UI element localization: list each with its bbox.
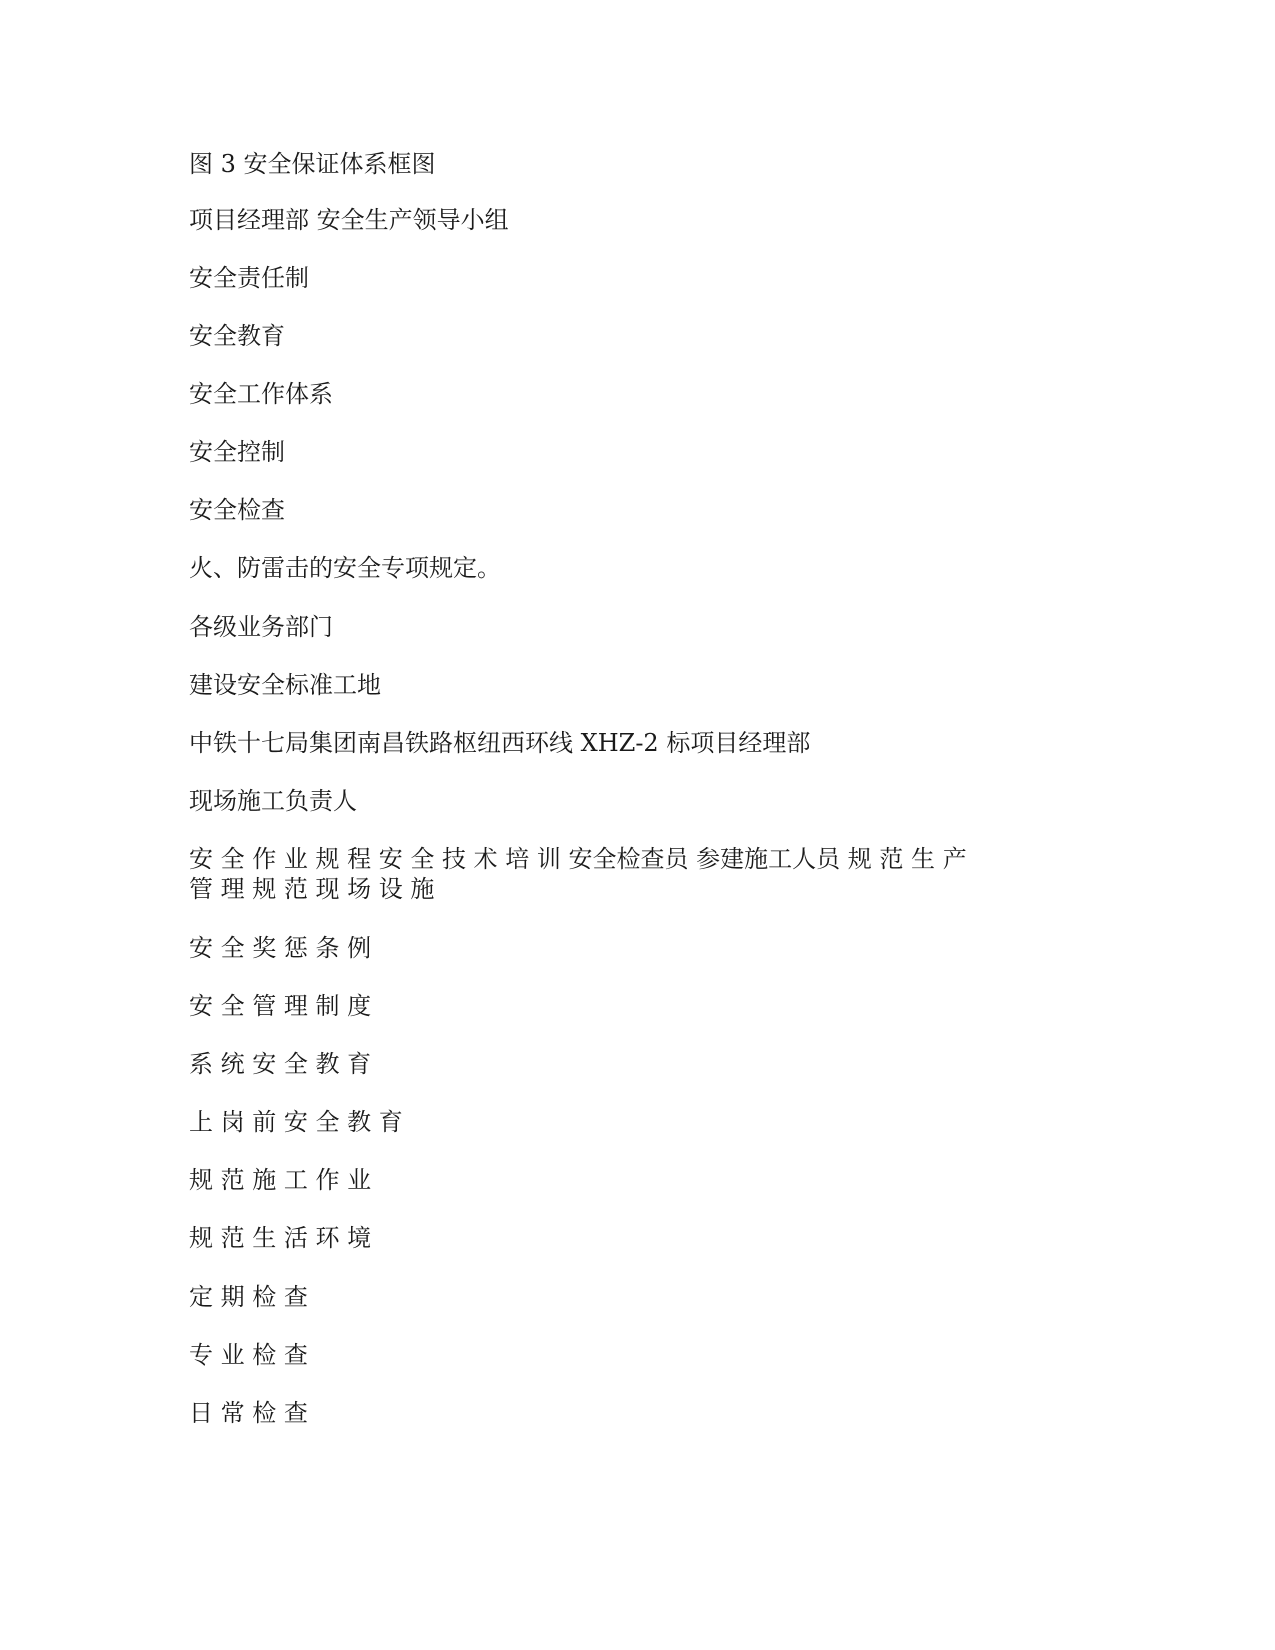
text-line: 安全教育	[189, 322, 285, 350]
spaced-line: 上 岗 前 安 全 教 育	[189, 1108, 403, 1136]
wrapped-line-part1: 安 全 作 业 规 程 安 全 技 术 培 训 安全检查员 参建施工人员 规 范 生 产	[189, 845, 967, 873]
wrapped-line-part2: 管 理 规 范 现 场 设 施	[189, 875, 435, 903]
text-line: 安全控制	[189, 438, 285, 466]
text-line: 安全工作体系	[189, 380, 333, 408]
text-line: 安全检查	[189, 496, 285, 524]
spaced-line: 规 范 施 工 作 业	[189, 1166, 372, 1194]
spaced-line: 系 统 安 全 教 育	[189, 1050, 372, 1078]
spaced-line: 专 业 检 查	[189, 1341, 308, 1369]
figure-caption: 图 3 安全保证体系框图	[189, 150, 436, 178]
spaced-line: 规 范 生 活 环 境	[189, 1224, 372, 1252]
text-line: 建设安全标准工地	[189, 671, 381, 699]
spaced-line: 日 常 检 查	[189, 1399, 308, 1427]
text-line: 现场施工负责人	[189, 787, 357, 815]
text-line: 项目经理部 安全生产领导小组	[189, 206, 509, 234]
text-line: 安全责任制	[189, 264, 309, 292]
spaced-line: 定 期 检 查	[189, 1283, 308, 1311]
text-line: 中铁十七局集团南昌铁路枢纽西环线 XHZ-2 标项目经理部	[189, 729, 811, 757]
text-line: 各级业务部门	[189, 613, 333, 641]
spaced-line: 安 全 管 理 制 度	[189, 992, 372, 1020]
text-line: 火、防雷击的安全专项规定。	[189, 554, 501, 582]
spaced-line: 安 全 奖 惩 条 例	[189, 934, 372, 962]
